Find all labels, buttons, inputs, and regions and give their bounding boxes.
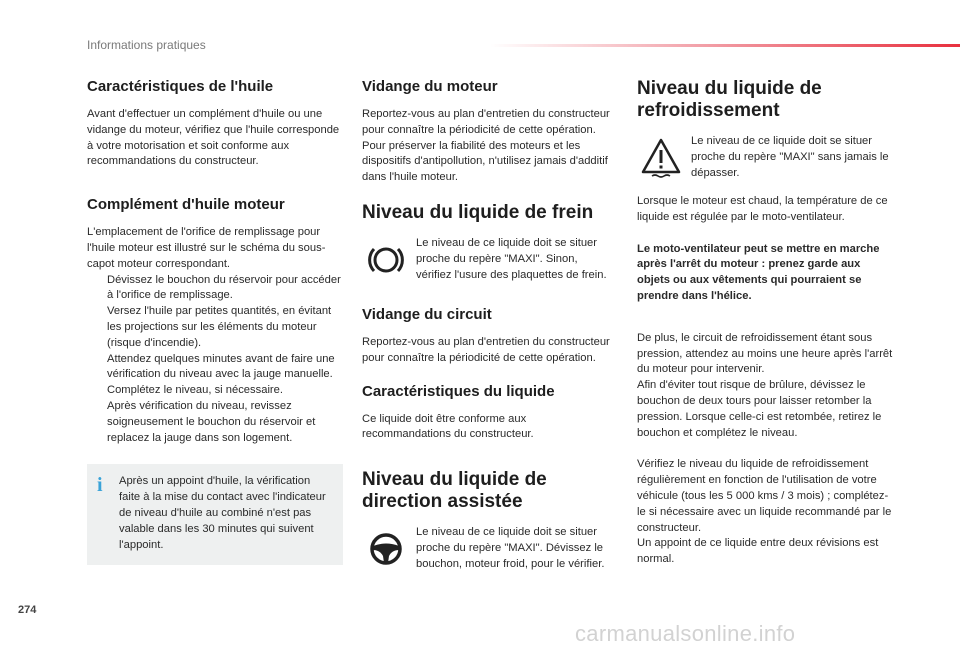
watermark: carmanualsonline.info: [575, 621, 796, 646]
section-title-oil-topup: Complément d'huile moteur: [87, 196, 285, 214]
brake-fluid-row: [362, 236, 612, 284]
list-item: Complétez le niveau, si nécessaire.: [107, 384, 283, 397]
oil-topup-intro: L'emplacement de l'orifice de remplissage pour l'huile moteur est illustré sur le schéma du sous-capot moteur correspondant.: [87, 226, 326, 270]
list-item: Attendez quelques minutes avant de faire une vérification du niveau avec la jauge manuelle.: [107, 352, 335, 381]
header-accent-bar: [490, 44, 960, 47]
engine-drain-text-2: Pour préserver la fiabilité des moteurs et les dispositifs d'antipollution, n'utilisez jamais d'additif dans l'huile moteur.: [362, 139, 608, 184]
column-3: [637, 78, 895, 568]
list-item: Versez l'huile par petites quantités, en évitant les projections sur les éléments du moteur (risque d'incendie).: [107, 305, 332, 349]
coolant-text-2: De plus, le circuit de refroidissement étant sous pression, attendez au moins une heure après l'arrêt du moteur pour intervenir.: [637, 331, 893, 376]
oil-characteristics-text: Avant d'effectuer un complément d'huile ou une vidange du moteur, vérifiez que l'huile corresponde à votre motorisation et soit conforme aux recommandations du constructeur.: [87, 108, 340, 168]
brake-warning-icon: [362, 236, 410, 284]
info-box: [87, 464, 343, 565]
section-title-power-steering: Niveau du liquide de direction assistée: [362, 469, 547, 513]
info-icon: i: [97, 474, 103, 497]
section-title-fluid-characteristics: Caractéristiques du liquide: [362, 382, 555, 400]
coolant-text-4: Vérifiez le niveau du liquide de refroidissement régulièrement en fonction de l'utilisation de votre véhicule (tous les 5 000 kms / 3 mois) ; complétez-le si nécessaire avec un liquide recommandé par le constructeur.: [637, 458, 892, 534]
coolant-level-text: Le niveau de ce liquide doit se situer proche du repère "MAXI" sans jamais le dépasser.: [691, 135, 889, 179]
page-number: 274: [18, 604, 37, 616]
power-steering-text: Le niveau de ce liquide doit se situer proche du repère "MAXI". Dévissez le bouchon, moteur froid, pour le vérifier.: [416, 526, 605, 570]
running-header: Informations pratiques: [87, 38, 206, 52]
list-item: Dévissez le bouchon du réservoir pour accéder à l'orifice de remplissage.: [107, 273, 341, 302]
coolant-text-1: Lorsque le moteur est chaud, la température de ce liquide est régulée par le moto-ventilateur.: [637, 195, 888, 223]
circuit-drain-text: Reportez-vous au plan d'entretien du constructeur pour connaître la périodicité de cette opération.: [362, 335, 610, 364]
list-item: Après vérification du niveau, revissez soigneusement le bouchon du réservoir et replacez la jauge dans son logement.: [107, 399, 316, 444]
section-title-coolant: Niveau du liquide de refroidissement: [637, 78, 822, 121]
steering-wheel-icon: [362, 525, 410, 573]
coolant-text-3: Afin d'éviter tout risque de brûlure, dévissez le bouchon de deux tours pour laisser retomber la pression. Lorsque celle-ci est retombée, retirez le bouchon et complétez le niveau.: [637, 379, 882, 439]
column-1: [87, 78, 343, 565]
fluid-characteristics-text: Ce liquide doit être conforme aux recommandations du constructeur.: [362, 412, 534, 441]
section-title-circuit-drain: Vidange du circuit: [362, 305, 492, 323]
section-title-oil-characteristics: Caractéristiques de l'huile: [87, 78, 274, 95]
coolant-row: [637, 134, 895, 182]
engine-drain-text-1: Reportez-vous au plan d'entretien du constructeur pour connaître la périodicité de cette opération.: [362, 108, 610, 136]
coolant-fan-warning: Le moto-ventilateur peut se mettre en marche après l'arrêt du moteur : prenez garde aux objets ou aux vêtements qui pourraient se prendre dans l'hélice.: [637, 242, 880, 302]
power-steering-row: [362, 525, 612, 573]
coolant-warning-icon: [637, 134, 685, 182]
info-text: Après un appoint d'huile, la vérification faite à la mise du contact avec l'indicateur de niveau d'huile au combiné n'est pas valable dans les 30 minutes qui suivent l'appoint.: [119, 475, 326, 551]
oil-topup-steps: [87, 273, 343, 447]
coolant-text-5: Un appoint de ce liquide entre deux révisions est normal.: [637, 537, 879, 566]
brake-fluid-text: Le niveau de ce liquide doit se situer proche du repère "MAXI". Sinon, vérifiez l'usure des plaquettes de frein.: [416, 236, 607, 281]
section-title-brake-fluid: Niveau du liquide de frein: [362, 201, 594, 223]
column-2: [362, 78, 612, 585]
section-title-engine-drain: Vidange du moteur: [362, 78, 498, 95]
